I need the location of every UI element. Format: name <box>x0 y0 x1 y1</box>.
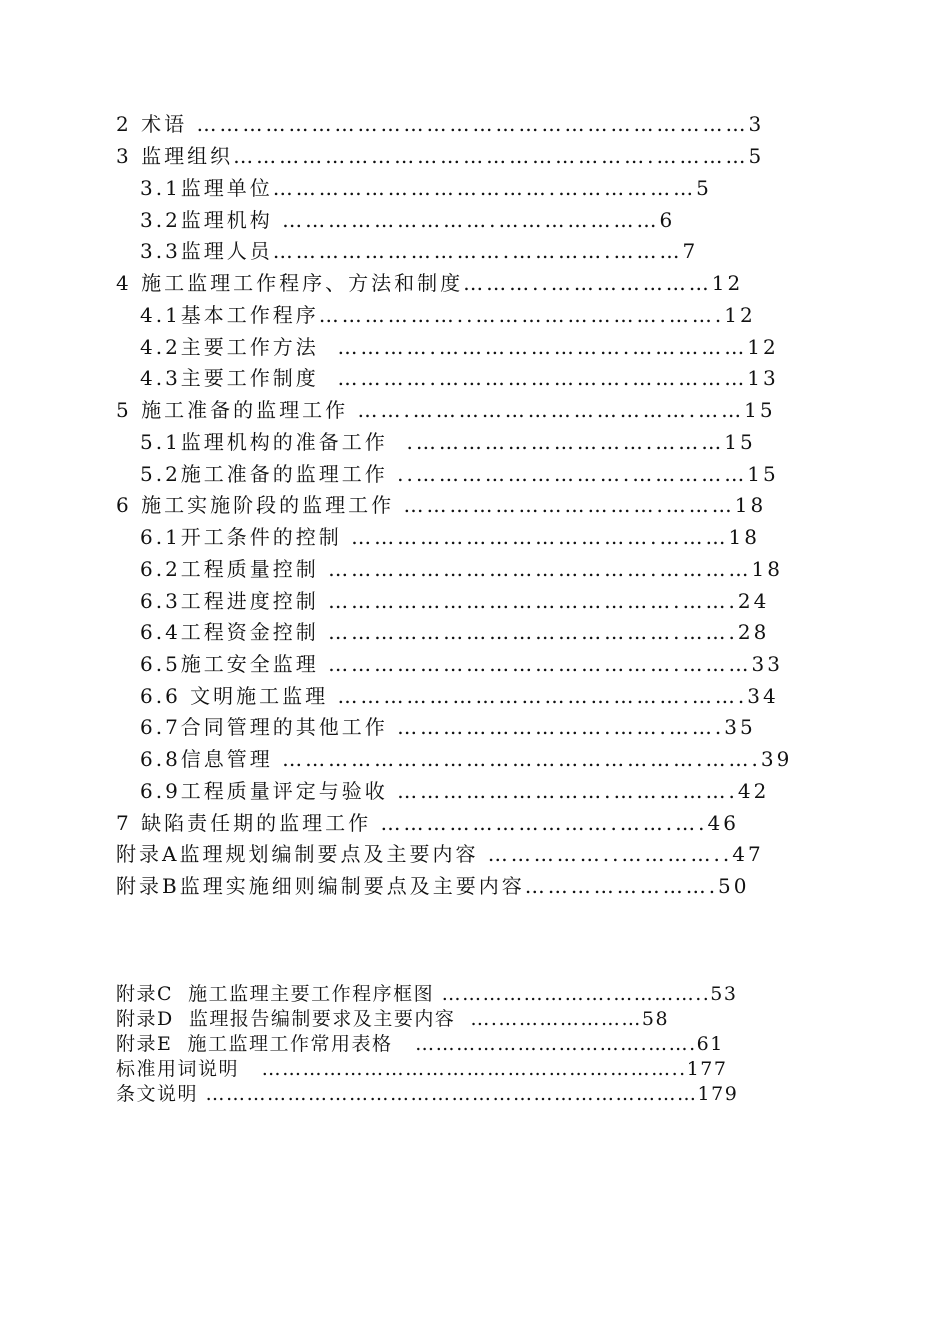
toc-entry-3-1: 3.1监理单位……………………………….………………5 <box>140 176 712 200</box>
toc-entry-standard-terms: 标准用词说明 ……………………………………………………..177 <box>116 1058 728 1080</box>
toc-entry-appendix-e: 附录E 施工监理工作常用表格 …………………………….…….61 <box>116 1033 724 1055</box>
toc-entry-article-explanation: 条文说明 ………………………………………………………………179 <box>116 1083 739 1105</box>
toc-entry-7: 7 缺陷责任期的监理工作 ………………………….…….….46 <box>116 811 739 835</box>
toc-entry-appendix-b: 附录B监理实施细则编制要点及主要内容…………………….50 <box>116 874 750 898</box>
toc-entry-6-3: 6.3工程进度控制 ……………………………………….…….24 <box>140 589 770 613</box>
toc-entry-3-3: 3.3监理人员………………………….………….………7 <box>140 239 699 263</box>
toc-entry-appendix-a: 附录A监理规划编制要点及主要内容 ……………..…………..47 <box>116 842 764 866</box>
toc-entry-6-4: 6.4工程资金控制 ……………………………………….…….28 <box>140 620 770 644</box>
toc-entry-4-2: 4.2主要工作方法 ………….…………………….……………12 <box>140 335 779 359</box>
toc-entry-6-8: 6.8信息管理 ……………………………………………….…….39 <box>140 747 793 771</box>
toc-entry-6: 6 施工实施阶段的监理工作 …………………………….………18 <box>116 493 767 517</box>
toc-entry-6-1: 6.1开工条件的控制 ………………………………….………18 <box>140 525 760 549</box>
toc-entry-2: 2 术语 ………………………………………………………………3 <box>116 112 765 136</box>
toc-entry-5: 5 施工准备的监理工作 …….……………………………….……15 <box>116 398 776 422</box>
toc-entry-3-2: 3.2监理机构 ……………………….…………………6 <box>140 208 676 232</box>
toc-entry-appendix-d: 附录D 监理报告编制要求及主要内容 ….…………………58 <box>116 1008 670 1030</box>
toc-entry-5-2: 5.2施工准备的监理工作 ..……………………….……………15 <box>140 462 779 486</box>
toc-entry-3: 3 监理组织……………………………………………….…………5 <box>116 144 765 168</box>
toc-entry-6-7: 6.7合同管理的其他工作 ……………………….…….…….35 <box>140 715 756 739</box>
toc-entry-4: 4 施工监理工作程序、方法和制度………..…………………12 <box>116 271 744 295</box>
toc-entry-appendix-c: 附录C 施工监理主要工作程序框图 …………………….…………..53 <box>116 983 738 1005</box>
toc-entry-5-1: 5.1监理机构的准备工作 .………………………….………15 <box>140 430 756 454</box>
toc-entry-4-1: 4.1基本工作程序………………..…………………….…….12 <box>140 303 756 327</box>
toc-entry-6-6: 6.6 文明施工监理 ……………………………………….…….34 <box>140 684 779 708</box>
toc-entry-6-9: 6.9工程质量评定与验收 ……………………….…………….42 <box>140 779 770 803</box>
toc-entry-4-3: 4.3主要工作制度 ………….…………………….……………13 <box>140 366 779 390</box>
toc-entry-6-2: 6.2工程质量控制 …………………………………….…………18 <box>140 557 783 581</box>
toc-entry-6-5: 6.5施工安全监理 ……………………………………….………33 <box>140 652 783 676</box>
